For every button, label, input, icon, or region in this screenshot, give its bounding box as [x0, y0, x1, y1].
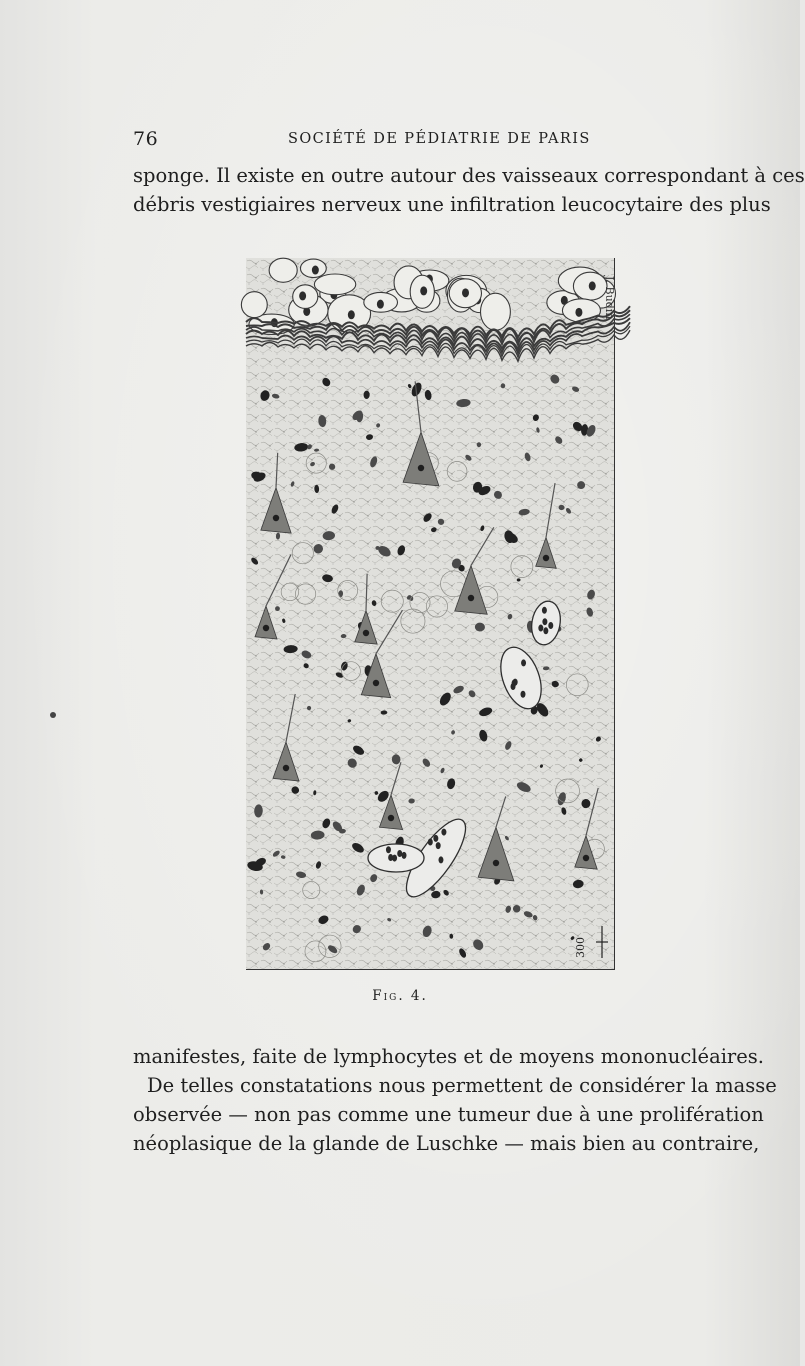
neuron-nucleus	[388, 815, 394, 821]
vessel-nucleus	[438, 856, 443, 863]
vessel-nucleus	[402, 852, 407, 859]
epithelial-cell	[481, 293, 511, 330]
epithelial-cell	[241, 292, 267, 318]
vessel-nucleus	[436, 842, 441, 849]
vessel-nucleus	[548, 622, 553, 629]
cell-nucleus	[420, 286, 427, 295]
text-line: manifestes, faite de lymphocytes et de moyens mononucléaires.	[133, 1045, 764, 1068]
neuron-nucleus	[273, 515, 279, 521]
cell-nucleus	[299, 291, 306, 300]
vessel-nucleus	[433, 835, 438, 842]
epithelial-cell	[314, 274, 355, 295]
running-head	[133, 128, 733, 152]
neuron-nucleus	[363, 630, 369, 636]
text-line: débris vestigiaires nerveux une infiltration leucocytaire des plus	[133, 193, 771, 216]
page-number: 76	[133, 128, 159, 150]
neuron-nucleus	[263, 625, 269, 631]
neuron-nucleus	[543, 555, 549, 561]
text-line: De telles constatations nous permettent de considérer la masse	[147, 1074, 777, 1097]
margin-mark	[50, 712, 56, 718]
vessel-nucleus	[513, 679, 518, 686]
cell-nucleus	[575, 308, 582, 317]
vessel-nucleus	[521, 659, 526, 666]
text-line: néoplasique de la glande de Luschke — mais bien au contraire,	[133, 1132, 760, 1155]
cell-nucleus	[348, 310, 355, 319]
cell-nucleus	[377, 300, 384, 309]
neuron-nucleus	[418, 465, 424, 471]
vessel-nucleus	[388, 854, 393, 861]
neuron-nucleus	[493, 860, 499, 866]
vessel-nucleus	[543, 627, 548, 634]
histology-illustration	[246, 258, 614, 969]
body-paragraph-top	[133, 161, 805, 219]
body-paragraph-bottom	[133, 1042, 777, 1158]
neuron-nucleus	[583, 855, 589, 861]
cell-nucleus	[589, 281, 596, 290]
journal-title: SOCIÉTÉ DE PÉDIATRIE DE PARIS	[288, 131, 591, 147]
neuron-nucleus	[468, 595, 474, 601]
vessel-nucleus	[441, 829, 446, 836]
vessel-nucleus	[397, 850, 402, 857]
cell-nucleus	[462, 288, 469, 297]
vessel-nucleus	[542, 618, 547, 625]
histology-figure	[246, 258, 615, 970]
vessel-nucleus	[538, 625, 543, 632]
cell-nucleus	[312, 266, 319, 275]
epithelial-cell	[269, 258, 297, 282]
vessel-nucleus	[386, 846, 391, 853]
neuron-nucleus	[373, 680, 379, 686]
vessel-nucleus	[428, 839, 433, 846]
vessel-nucleus	[542, 607, 547, 614]
vessel-nucleus	[520, 691, 525, 698]
neuron-nucleus	[283, 765, 289, 771]
text-line: observée — non pas comme une tumeur due à une prolifération	[133, 1103, 764, 1126]
text-line: sponge. Il existe en outre autour des vaisseaux correspondant à ces	[133, 164, 805, 187]
figure-signature: J. Budin	[603, 276, 616, 320]
figure-caption: Fig. 4.	[372, 988, 428, 1004]
scale-bar-label: 300	[574, 937, 587, 958]
